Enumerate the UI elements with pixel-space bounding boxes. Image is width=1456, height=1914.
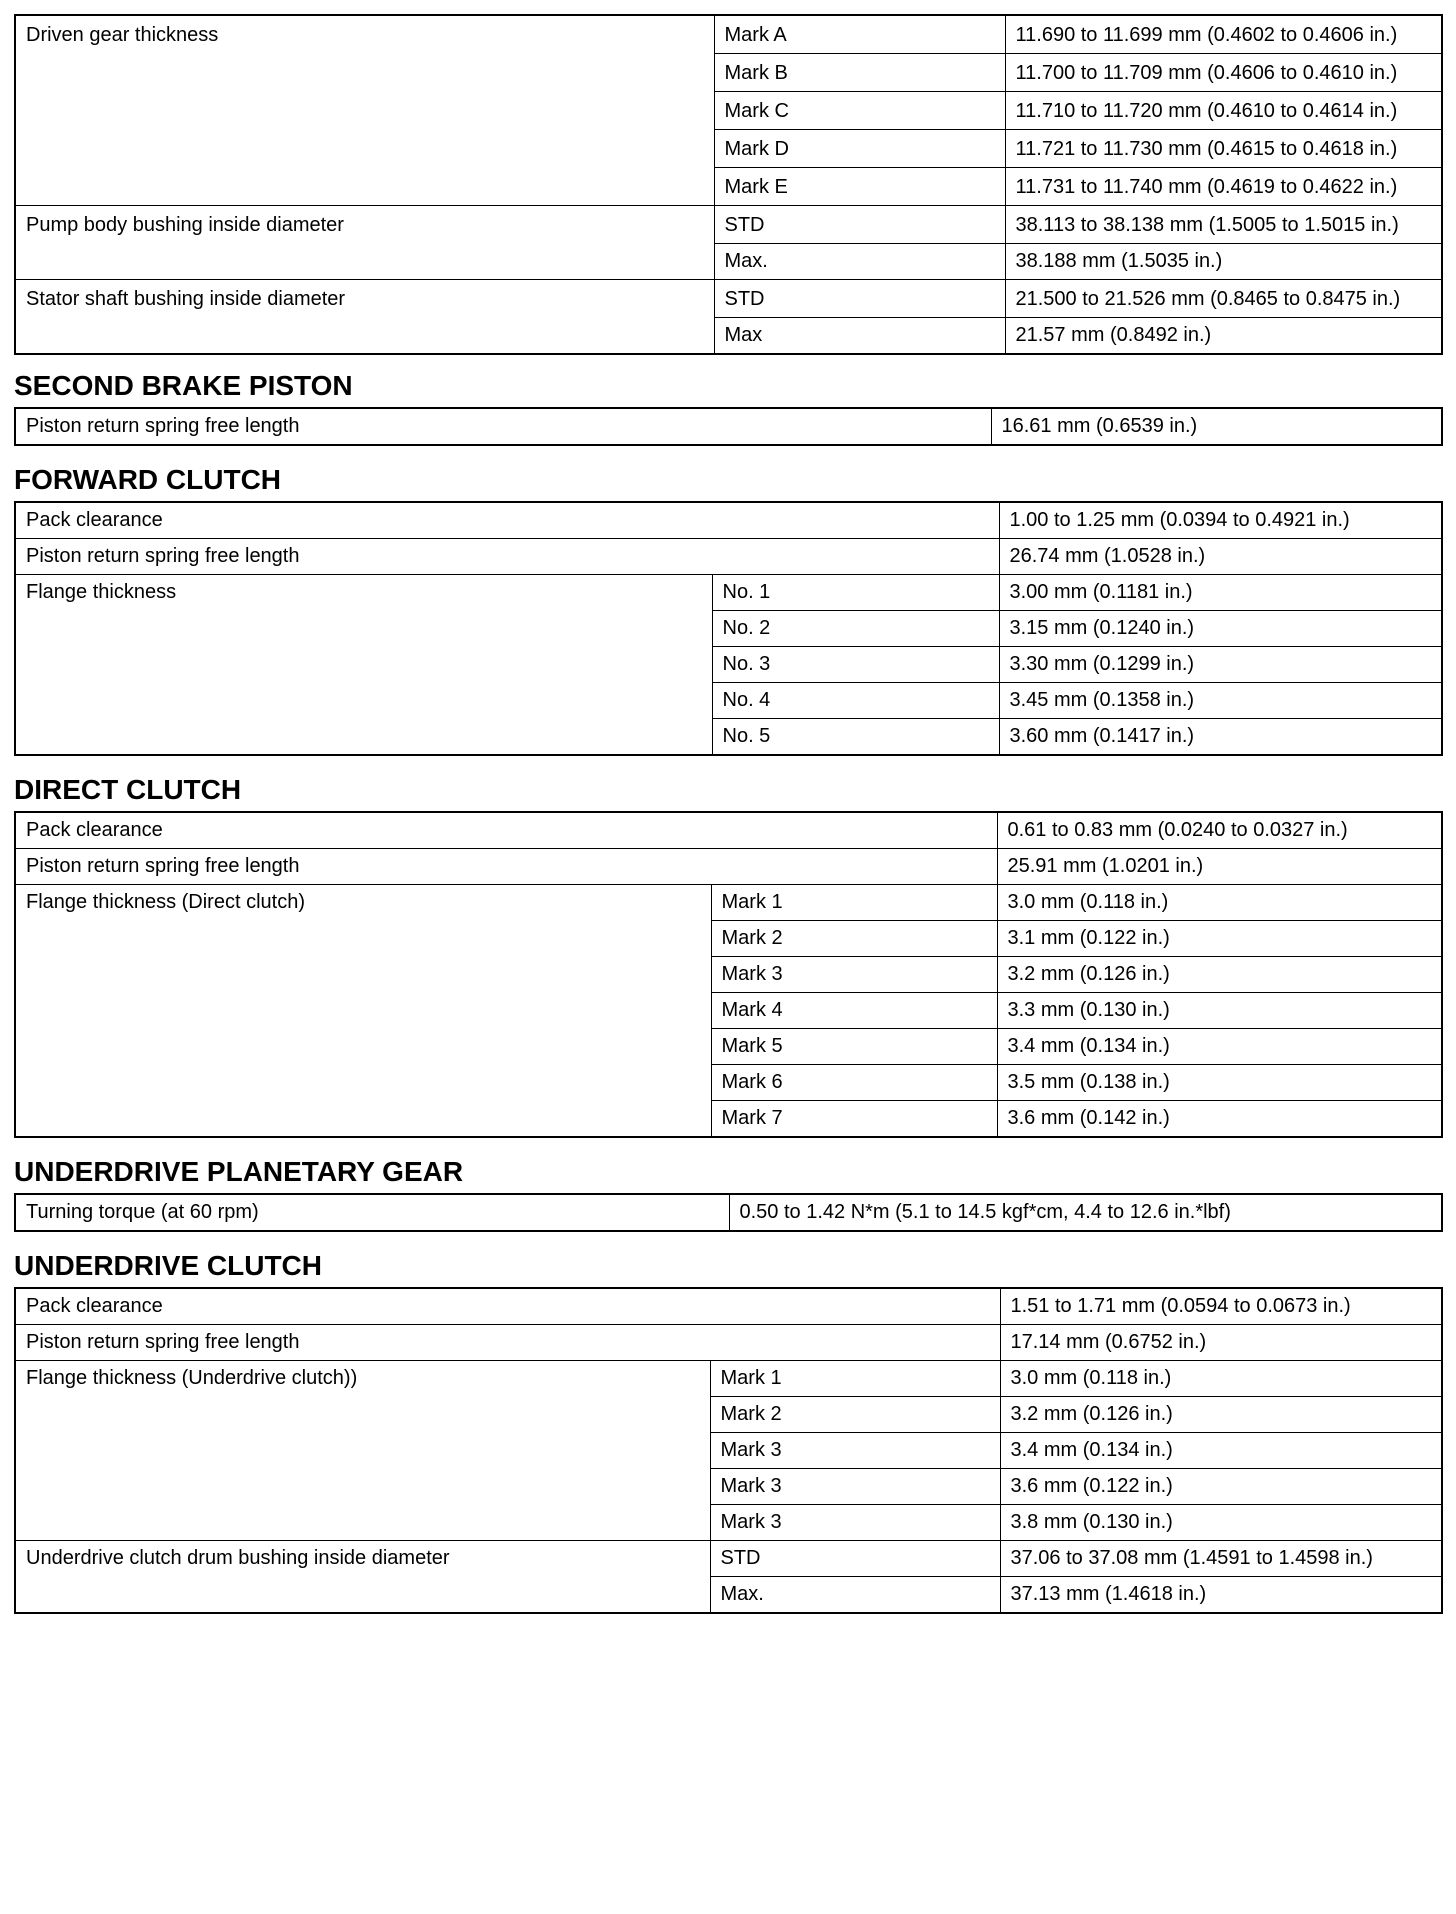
item-cell: Piston return spring free length [15,1325,1000,1361]
item-cell: Flange thickness (Underdrive clutch)) [15,1361,710,1541]
value-cell: 11.731 to 11.740 mm (0.4619 to 0.4622 in.) [1005,168,1442,206]
item-cell: Flange thickness (Direct clutch) [15,885,711,1138]
value-cell: 16.61 mm (0.6539 in.) [991,408,1442,445]
mark-cell: No. 4 [712,683,999,719]
section-heading-direct-clutch: DIRECT CLUTCH [14,774,242,805]
mark-cell: Mark 6 [711,1065,997,1101]
value-cell: 3.2 mm (0.126 in.) [1000,1397,1442,1433]
item-cell: Pack clearance [15,812,997,849]
item-cell: Pump body bushing inside diameter [15,206,714,280]
item-cell: Turning torque (at 60 rpm) [15,1194,729,1231]
mark-cell: Mark 1 [711,885,997,921]
value-cell: 11.710 to 11.720 mm (0.4610 to 0.4614 in.) [1005,92,1442,130]
value-cell: 3.45 mm (0.1358 in.) [999,683,1442,719]
table-row [15,280,1442,318]
table-row [15,812,1442,849]
value-cell: 3.6 mm (0.122 in.) [1000,1469,1442,1505]
section-heading-second-brake-piston: SECOND BRAKE PISTON [14,370,353,401]
value-cell: 25.91 mm (1.0201 in.) [997,849,1442,885]
mark-cell: Mark 1 [710,1361,1000,1397]
condition-cell: STD [710,1541,1000,1577]
condition-cell: Mark A [714,15,1005,54]
condition-cell: STD [714,206,1005,244]
item-cell: Driven gear thickness [15,15,714,206]
mark-cell: Mark 2 [710,1397,1000,1433]
value-cell: 0.50 to 1.42 N*m (5.1 to 14.5 kgf*cm, 4.4 to 12.6 in.*lbf) [729,1194,1442,1231]
underdrive-clutch-table [14,1287,1443,1614]
mark-cell: Mark 2 [711,921,997,957]
value-cell: 21.57 mm (0.8492 in.) [1005,318,1442,355]
item-cell: Pack clearance [15,1288,1000,1325]
value-cell: 38.188 mm (1.5035 in.) [1005,244,1442,280]
mark-cell: Mark 5 [711,1029,997,1065]
value-cell: 0.61 to 0.83 mm (0.0240 to 0.0327 in.) [997,812,1442,849]
mark-cell: Mark 3 [711,957,997,993]
table-row [15,849,1442,885]
table-row [15,15,1442,54]
mark-cell: No. 5 [712,719,999,756]
value-cell: 3.30 mm (0.1299 in.) [999,647,1442,683]
condition-cell: Max. [710,1577,1000,1614]
section-heading-forward-clutch: FORWARD CLUTCH [14,464,282,495]
table-row [15,1194,1442,1231]
table-row [15,1361,1442,1397]
section-heading-underdrive-clutch: UNDERDRIVE CLUTCH [14,1250,322,1281]
second-brake-piston-table [14,407,1443,446]
condition-cell: Mark D [714,130,1005,168]
item-cell: Piston return spring free length [15,539,999,575]
value-cell: 37.06 to 37.08 mm (1.4591 to 1.4598 in.) [1000,1541,1442,1577]
table-row [15,408,1442,445]
mark-cell: Mark 4 [711,993,997,1029]
direct-clutch-table [14,811,1443,1138]
value-cell: 11.690 to 11.699 mm (0.4602 to 0.4606 in.) [1005,15,1442,54]
item-cell: Piston return spring free length [15,408,991,445]
mark-cell: No. 2 [712,611,999,647]
value-cell: 3.3 mm (0.130 in.) [997,993,1442,1029]
value-cell: 3.0 mm (0.118 in.) [1000,1361,1442,1397]
value-cell: 11.721 to 11.730 mm (0.4615 to 0.4618 in.) [1005,130,1442,168]
value-cell: 3.4 mm (0.134 in.) [997,1029,1442,1065]
table-row [15,1288,1442,1325]
table-row [15,885,1442,921]
value-cell: 37.13 mm (1.4618 in.) [1000,1577,1442,1614]
value-cell: 3.4 mm (0.134 in.) [1000,1433,1442,1469]
value-cell: 3.0 mm (0.118 in.) [997,885,1442,921]
value-cell: 1.00 to 1.25 mm (0.0394 to 0.4921 in.) [999,502,1442,539]
mark-cell: Mark 3 [710,1469,1000,1505]
value-cell: 3.5 mm (0.138 in.) [997,1065,1442,1101]
value-cell: 17.14 mm (0.6752 in.) [1000,1325,1442,1361]
table-row [15,502,1442,539]
item-cell: Pack clearance [15,502,999,539]
value-cell: 11.700 to 11.709 mm (0.4606 to 0.4610 in.) [1005,54,1442,92]
item-cell: Piston return spring free length [15,849,997,885]
mark-cell: Mark 3 [710,1505,1000,1541]
item-cell: Underdrive clutch drum bushing inside diameter [15,1541,710,1614]
section-heading-underdrive-planetary-gear: UNDERDRIVE PLANETARY GEAR [14,1156,464,1187]
condition-cell: Mark C [714,92,1005,130]
mark-cell: No. 1 [712,575,999,611]
condition-cell: Max [714,318,1005,355]
condition-cell: Mark E [714,168,1005,206]
top-spec-table [14,14,1443,355]
table-row [15,1541,1442,1577]
condition-cell: STD [714,280,1005,318]
value-cell: 3.8 mm (0.130 in.) [1000,1505,1442,1541]
table-row [15,539,1442,575]
value-cell: 26.74 mm (1.0528 in.) [999,539,1442,575]
condition-cell: Max. [714,244,1005,280]
value-cell: 3.2 mm (0.126 in.) [997,957,1442,993]
table-row [15,206,1442,244]
mark-cell: Mark 3 [710,1433,1000,1469]
value-cell: 3.1 mm (0.122 in.) [997,921,1442,957]
mark-cell: No. 3 [712,647,999,683]
table-row [15,1325,1442,1361]
condition-cell: Mark B [714,54,1005,92]
table-row [15,575,1442,611]
value-cell: 3.60 mm (0.1417 in.) [999,719,1442,756]
item-cell: Stator shaft bushing inside diameter [15,280,714,355]
value-cell: 3.00 mm (0.1181 in.) [999,575,1442,611]
value-cell: 3.6 mm (0.142 in.) [997,1101,1442,1138]
item-cell: Flange thickness [15,575,712,756]
value-cell: 38.113 to 38.138 mm (1.5005 to 1.5015 in.) [1005,206,1442,244]
spec-document [14,14,1441,1614]
value-cell: 1.51 to 1.71 mm (0.0594 to 0.0673 in.) [1000,1288,1442,1325]
value-cell: 3.15 mm (0.1240 in.) [999,611,1442,647]
value-cell: 21.500 to 21.526 mm (0.8465 to 0.8475 in.) [1005,280,1442,318]
forward-clutch-table [14,501,1443,756]
mark-cell: Mark 7 [711,1101,997,1138]
underdrive-planetary-gear-table [14,1193,1443,1232]
